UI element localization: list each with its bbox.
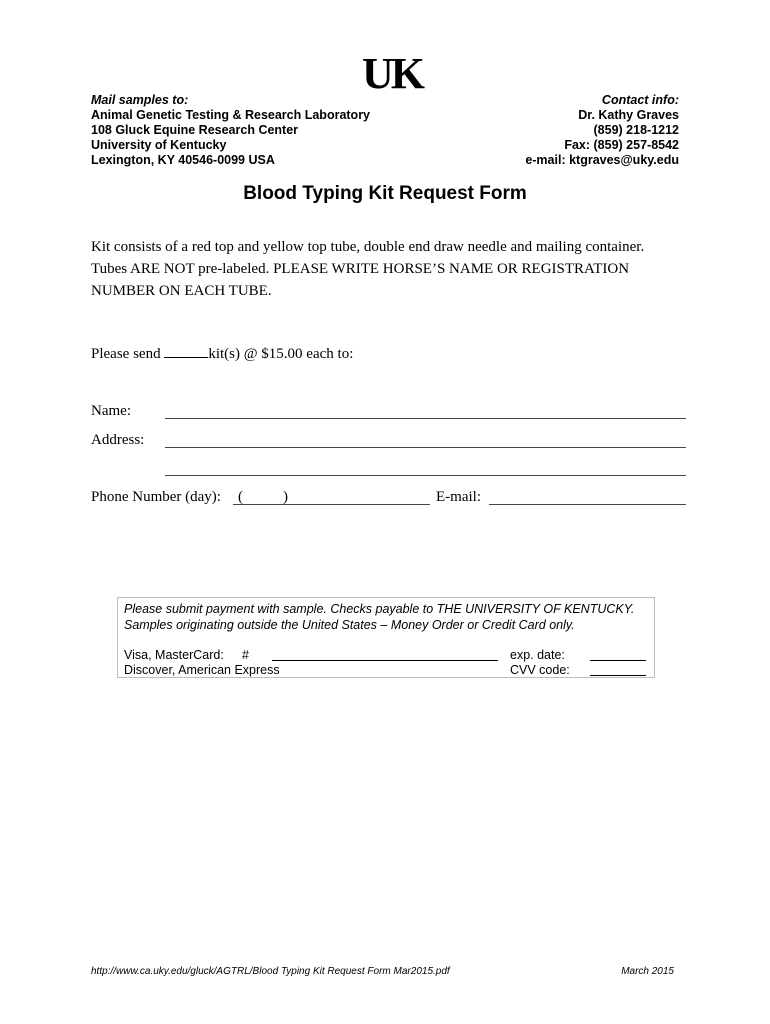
payment-box (117, 597, 655, 678)
phone-paren-close: ) (283, 489, 288, 505)
contact-info-block (525, 93, 679, 168)
contact-line: (859) 218-1212 (593, 123, 679, 137)
email-field[interactable] (489, 504, 686, 505)
footer-url: http://www.ca.uky.edu/gluck/AGTRL/Blood Typing Kit Request Form Mar2015.pdf (91, 966, 450, 977)
contact-line: Dr. Kathy Graves (578, 108, 679, 122)
kit-description (91, 236, 644, 302)
mail-line: 108 Gluck Equine Research Center (91, 123, 299, 137)
address-field-line-1[interactable] (165, 447, 686, 448)
form-title: Blood Typing Kit Request Form (243, 183, 527, 204)
description-line: Kit consists of a red top and yellow top tube, double end draw needle and mailing container. (91, 239, 645, 255)
card-types-line: Visa, MasterCard: (124, 648, 224, 662)
mail-line: Lexington, KY 40546-0099 USA (91, 153, 275, 167)
address-field-line-2[interactable] (165, 475, 686, 476)
exp-date-label: exp. date: (510, 648, 565, 662)
card-types (124, 648, 280, 678)
card-number-hash: # (242, 648, 249, 662)
card-number-field[interactable] (272, 660, 498, 661)
address-label: Address: (91, 432, 145, 448)
card-types-line: Discover, American Express (124, 663, 280, 677)
name-label: Name: (91, 403, 131, 419)
footer-date: March 2015 (621, 966, 674, 977)
contact-line: Fax: (859) 257-8542 (564, 138, 679, 152)
mail-label: Mail samples to: (91, 93, 189, 107)
exp-cvv-labels (510, 648, 570, 678)
name-field[interactable] (165, 418, 686, 419)
cvv-code-field[interactable] (590, 675, 646, 676)
phone-paren-open: ( (238, 489, 243, 505)
description-line: NUMBER ON EACH TUBE. (91, 283, 272, 299)
mail-address-block (91, 93, 370, 168)
description-line: Tubes ARE NOT pre-labeled. PLEASE WRITE HORSE’S NAME OR REGISTRATION (91, 261, 630, 277)
mail-line: University of Kentucky (91, 138, 227, 152)
payment-note-line: Please submit payment with sample. Checks payable to THE UNIVERSITY OF KENTUCKY. (124, 602, 635, 616)
phone-label: Phone Number (day): (91, 489, 221, 505)
order-prefix: Please send (91, 346, 161, 362)
contact-label: Contact info: (601, 93, 679, 107)
phone-field[interactable] (233, 504, 430, 505)
payment-note (124, 602, 634, 633)
cvv-code-label: CVV code: (510, 663, 570, 677)
mail-line: Animal Genetic Testing & Research Laboratory (91, 108, 371, 122)
contact-line: e-mail: ktgraves@uky.edu (525, 153, 679, 167)
kit-quantity-field[interactable] (164, 343, 208, 358)
uk-logo: UK (362, 49, 422, 98)
order-suffix: kit(s) @ $15.00 each to: (208, 346, 354, 362)
email-label: E-mail: (436, 489, 481, 505)
kit-quantity-row (91, 343, 353, 363)
payment-note-line: Samples originating outside the United States – Money Order or Credit Card only. (124, 617, 575, 632)
exp-date-field[interactable] (590, 660, 646, 661)
